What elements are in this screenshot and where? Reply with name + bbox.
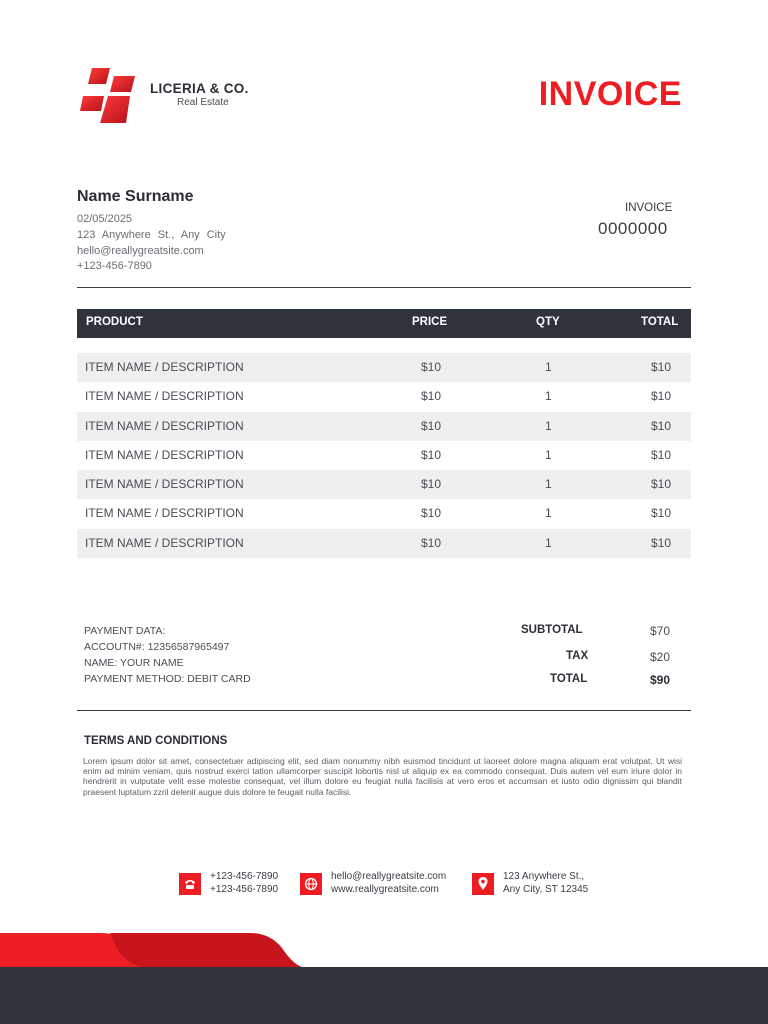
table-row	[77, 353, 691, 382]
footer-phone-1: +123-456-7890	[210, 871, 279, 882]
footer-address-1: 123 Anywhere St.,	[503, 871, 585, 882]
row-total: $10	[651, 536, 672, 550]
footer-address-2: Any City, ST 12345	[503, 884, 589, 895]
table-row	[77, 441, 691, 470]
row-total: $10	[651, 360, 672, 374]
company-subtitle: Real Estate	[177, 97, 229, 108]
client-date: 02/05/2025	[77, 213, 133, 225]
table-row	[77, 470, 691, 499]
total-value: $90	[650, 673, 671, 687]
payment-method: PAYMENT METHOD: DEBIT CARD	[84, 673, 251, 685]
row-total: $10	[651, 477, 672, 491]
row-price: $10	[421, 506, 442, 520]
divider	[77, 710, 691, 711]
row-product: ITEM NAME / DESCRIPTION	[85, 506, 244, 520]
client-phone: +123-456-7890	[77, 260, 152, 272]
row-price: $10	[421, 477, 442, 491]
row-price: $10	[421, 448, 442, 462]
invoice-number-label: INVOICE	[625, 202, 673, 214]
terms-body: Lorem ipsum dolor sit amet, consectetuer adipiscing elit, sed diam nonummy nibh euismod tincidunt ut laoreet dolore magna aliquam erat volutpat. Ut wisi enim ad minim veniam, quis nostrud exerci tation ullamcorper suscipit lobortis nisl ut aliquip ex ea commodo consequat. Duis autem vel eum iriure dolor in hendrerit in vulputate velit esse molestie consequat, vel illum dolore eu feugiat nulla facilisis at vero eros et accumsan et iusto odio dignissim qui blandit praesent luptatum zzril delenit augue duis dolore te feugait nulla facilisi.	[83, 756, 682, 797]
row-total: $10	[651, 448, 672, 462]
globe-icon	[300, 873, 322, 895]
header-price: PRICE	[412, 316, 448, 328]
table-row	[77, 499, 691, 528]
header-qty: QTY	[536, 316, 560, 328]
header-total: TOTAL	[641, 316, 679, 328]
footer-email[interactable]: hello@reallygreatsite.com	[331, 871, 447, 882]
tax-value: $20	[650, 650, 671, 664]
payment-name: NAME: YOUR NAME	[84, 657, 184, 669]
client-email: hello@reallygreatsite.com	[77, 245, 204, 257]
terms-title: TERMS AND CONDITIONS	[84, 735, 228, 747]
row-total: $10	[651, 506, 672, 520]
decorative-wave	[0, 930, 310, 970]
payment-title: PAYMENT DATA:	[84, 625, 166, 637]
table-row	[77, 412, 691, 441]
row-product: ITEM NAME / DESCRIPTION	[85, 419, 244, 433]
divider	[77, 287, 691, 288]
row-qty: 1	[545, 419, 552, 433]
table-row	[77, 529, 691, 558]
company-logo-icon	[78, 66, 138, 126]
row-price: $10	[421, 360, 442, 374]
location-pin-icon	[472, 873, 494, 895]
subtotal-label: SUBTOTAL	[521, 624, 583, 636]
row-product: ITEM NAME / DESCRIPTION	[85, 477, 244, 491]
document-title: INVOICE	[538, 75, 682, 113]
footer-bar	[0, 967, 768, 1024]
client-address: 123 Anywhere St., Any City	[77, 229, 226, 241]
row-price: $10	[421, 389, 442, 403]
row-product: ITEM NAME / DESCRIPTION	[85, 389, 244, 403]
row-qty: 1	[545, 448, 552, 462]
row-qty: 1	[545, 360, 552, 374]
payment-account: ACCOUTN#: 12356587965497	[84, 641, 230, 653]
row-qty: 1	[545, 506, 552, 520]
subtotal-value: $70	[650, 624, 671, 638]
table-row	[77, 382, 691, 411]
table-header	[77, 309, 691, 338]
row-qty: 1	[545, 477, 552, 491]
client-name: Name Surname	[77, 188, 194, 205]
footer-phone-2: +123-456-7890	[210, 884, 279, 895]
row-price: $10	[421, 536, 442, 550]
row-product: ITEM NAME / DESCRIPTION	[85, 360, 244, 374]
row-total: $10	[651, 389, 672, 403]
invoice-number: 0000000	[598, 219, 668, 238]
row-product: ITEM NAME / DESCRIPTION	[85, 448, 244, 462]
total-label: TOTAL	[550, 673, 588, 685]
row-qty: 1	[545, 389, 552, 403]
row-qty: 1	[545, 536, 552, 550]
row-price: $10	[421, 419, 442, 433]
phone-icon	[179, 873, 201, 895]
footer-website[interactable]: www.reallygreatsite.com	[331, 884, 439, 895]
tax-label: TAX	[566, 650, 589, 662]
row-product: ITEM NAME / DESCRIPTION	[85, 536, 244, 550]
header-product: PRODUCT	[86, 316, 143, 328]
row-total: $10	[651, 419, 672, 433]
company-name: LICERIA & CO.	[150, 81, 249, 96]
